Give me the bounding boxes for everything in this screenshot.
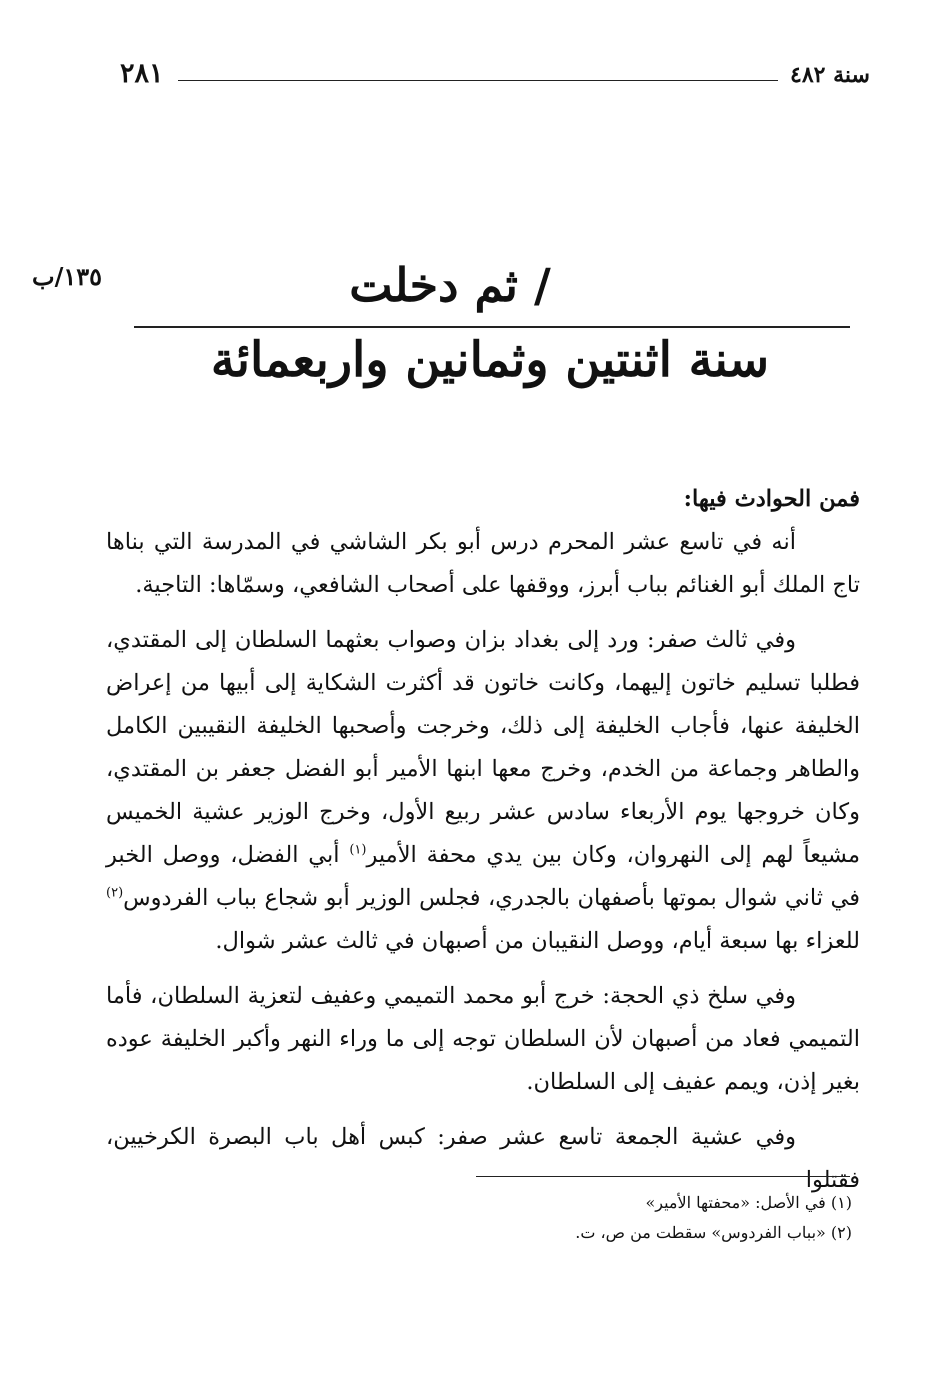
footnote-ref-1[interactable]: (١): [349, 842, 367, 858]
paragraph-2-part-a: وفي ثالث صفر: ورد إلى بغداد بزان وصواب بعثهما السلطان إلى المقتدي، فطلبا تسليم خاتون إليهما، وكانت خاتون قد أكثرت الشكاية إلى أبيها من إعراض الخليفة عنها، فأجاب الخليفة إلى ذلك، وخرجت وأصحبها الخليفة النقيبين الكامل والطاهر وجماعة من الخدم، وخرج معها ابنها الأمير أبو الفضل جعفر بن المقتدي، وكان خروجها يوم الأربعاء سادس عشر ربيع الأول، وخرج الوزير عشية الخميس مشيعاً لهم إلى النهروان، وكان بين يدي محفة الأمير: [106, 627, 860, 868]
heading-rule: [134, 326, 850, 328]
paragraph-2-part-b: أبي الفضل، ووصل الخبر في ثاني شوال بموتها بأصفهان بالجدري، فجلس الوزير أبو شجاع بباب الفردوس: [106, 842, 860, 911]
footnote-1: (١) في الأصل: «محفتها الأمير»: [645, 1193, 852, 1212]
running-head-year: سنة ٤٨٢: [790, 62, 870, 88]
paragraph-2-part-c: للعزاء بها سبعة أيام، ووصل النقيبان من أصبهان في ثالث عشر شوال.: [215, 928, 860, 954]
body-text: [106, 478, 860, 1214]
footnote-ref-2[interactable]: (٢): [106, 885, 124, 901]
folio-marker: ١٣٥/ب: [32, 262, 103, 291]
running-head-rule: [178, 80, 778, 81]
footnotes: [300, 1188, 852, 1248]
section-intro: فمن الحوادث فيها:: [683, 486, 860, 512]
footnote-2: (٢) «بباب الفردوس» سقطت من ص، ت.: [575, 1223, 852, 1242]
paragraph-1: أنه في تاسع عشر المحرم درس أبو بكر الشاشي في المدرسة التي بناها تاج الملك أبو الغنائم بباب أبرز، ووقفها على أصحاب الشافعي، وسمّاها: التاجية.: [106, 529, 860, 598]
footnote-rule: [476, 1176, 850, 1177]
chapter-heading-line1: / ثم دخلت: [349, 258, 551, 312]
paragraph-4: وفي عشية الجمعة تاسع عشر صفر: كبس أهل باب البصرة الكرخيين، فقتلوا: [106, 1124, 860, 1193]
page-number: ٢٨١: [120, 58, 164, 89]
running-head: [120, 58, 870, 98]
chapter-heading-line2: سنة اثنتين وثمانين واربعمائة: [210, 332, 770, 388]
paragraph-3: وفي سلخ ذي الحجة: خرج أبو محمد التميمي وعفيف لتعزية السلطان، فأما التميمي فعاد من أصبهان لأن السلطان توجه إلى ما وراء النهر وأكبر الخليفة عوده بغير إذن، ويمم عفيف إلى السلطان.: [106, 983, 860, 1095]
paragraph-2: [106, 619, 860, 963]
